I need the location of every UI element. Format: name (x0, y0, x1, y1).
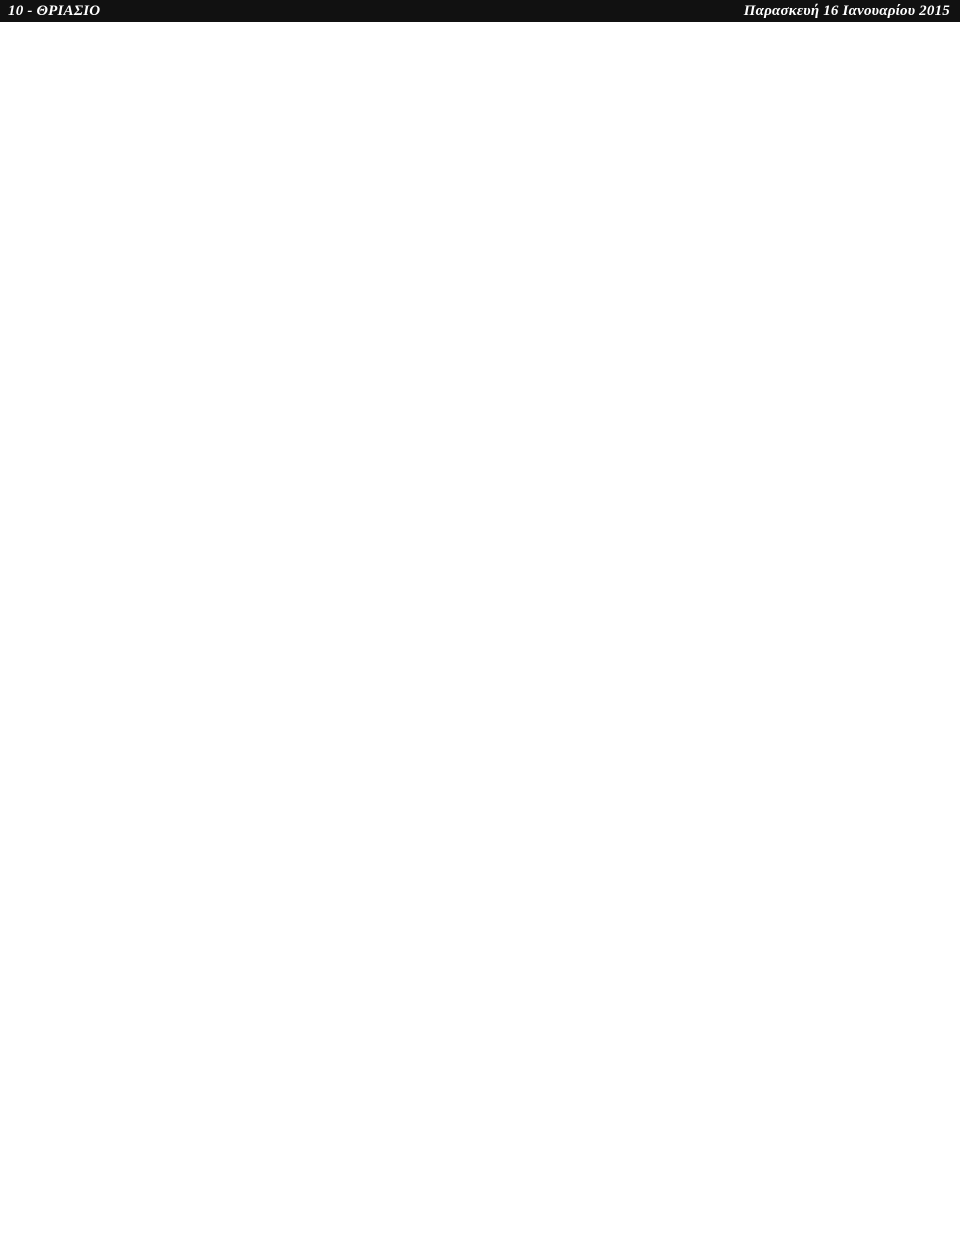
column-3 (320, 22, 475, 1237)
masthead-bar (0, 0, 960, 22)
issue-date: Παρασκευή 16 Ιανουαρίου 2015 (743, 3, 950, 19)
column-5 (637, 22, 792, 1237)
column-6 (796, 22, 954, 1237)
column-4 (478, 22, 634, 1237)
page-number-section: 10 - ΘΡΙΑΣΙΟ (8, 3, 101, 19)
column-2 (162, 22, 317, 1237)
article-columns (0, 22, 960, 1237)
column-1 (6, 22, 156, 1237)
